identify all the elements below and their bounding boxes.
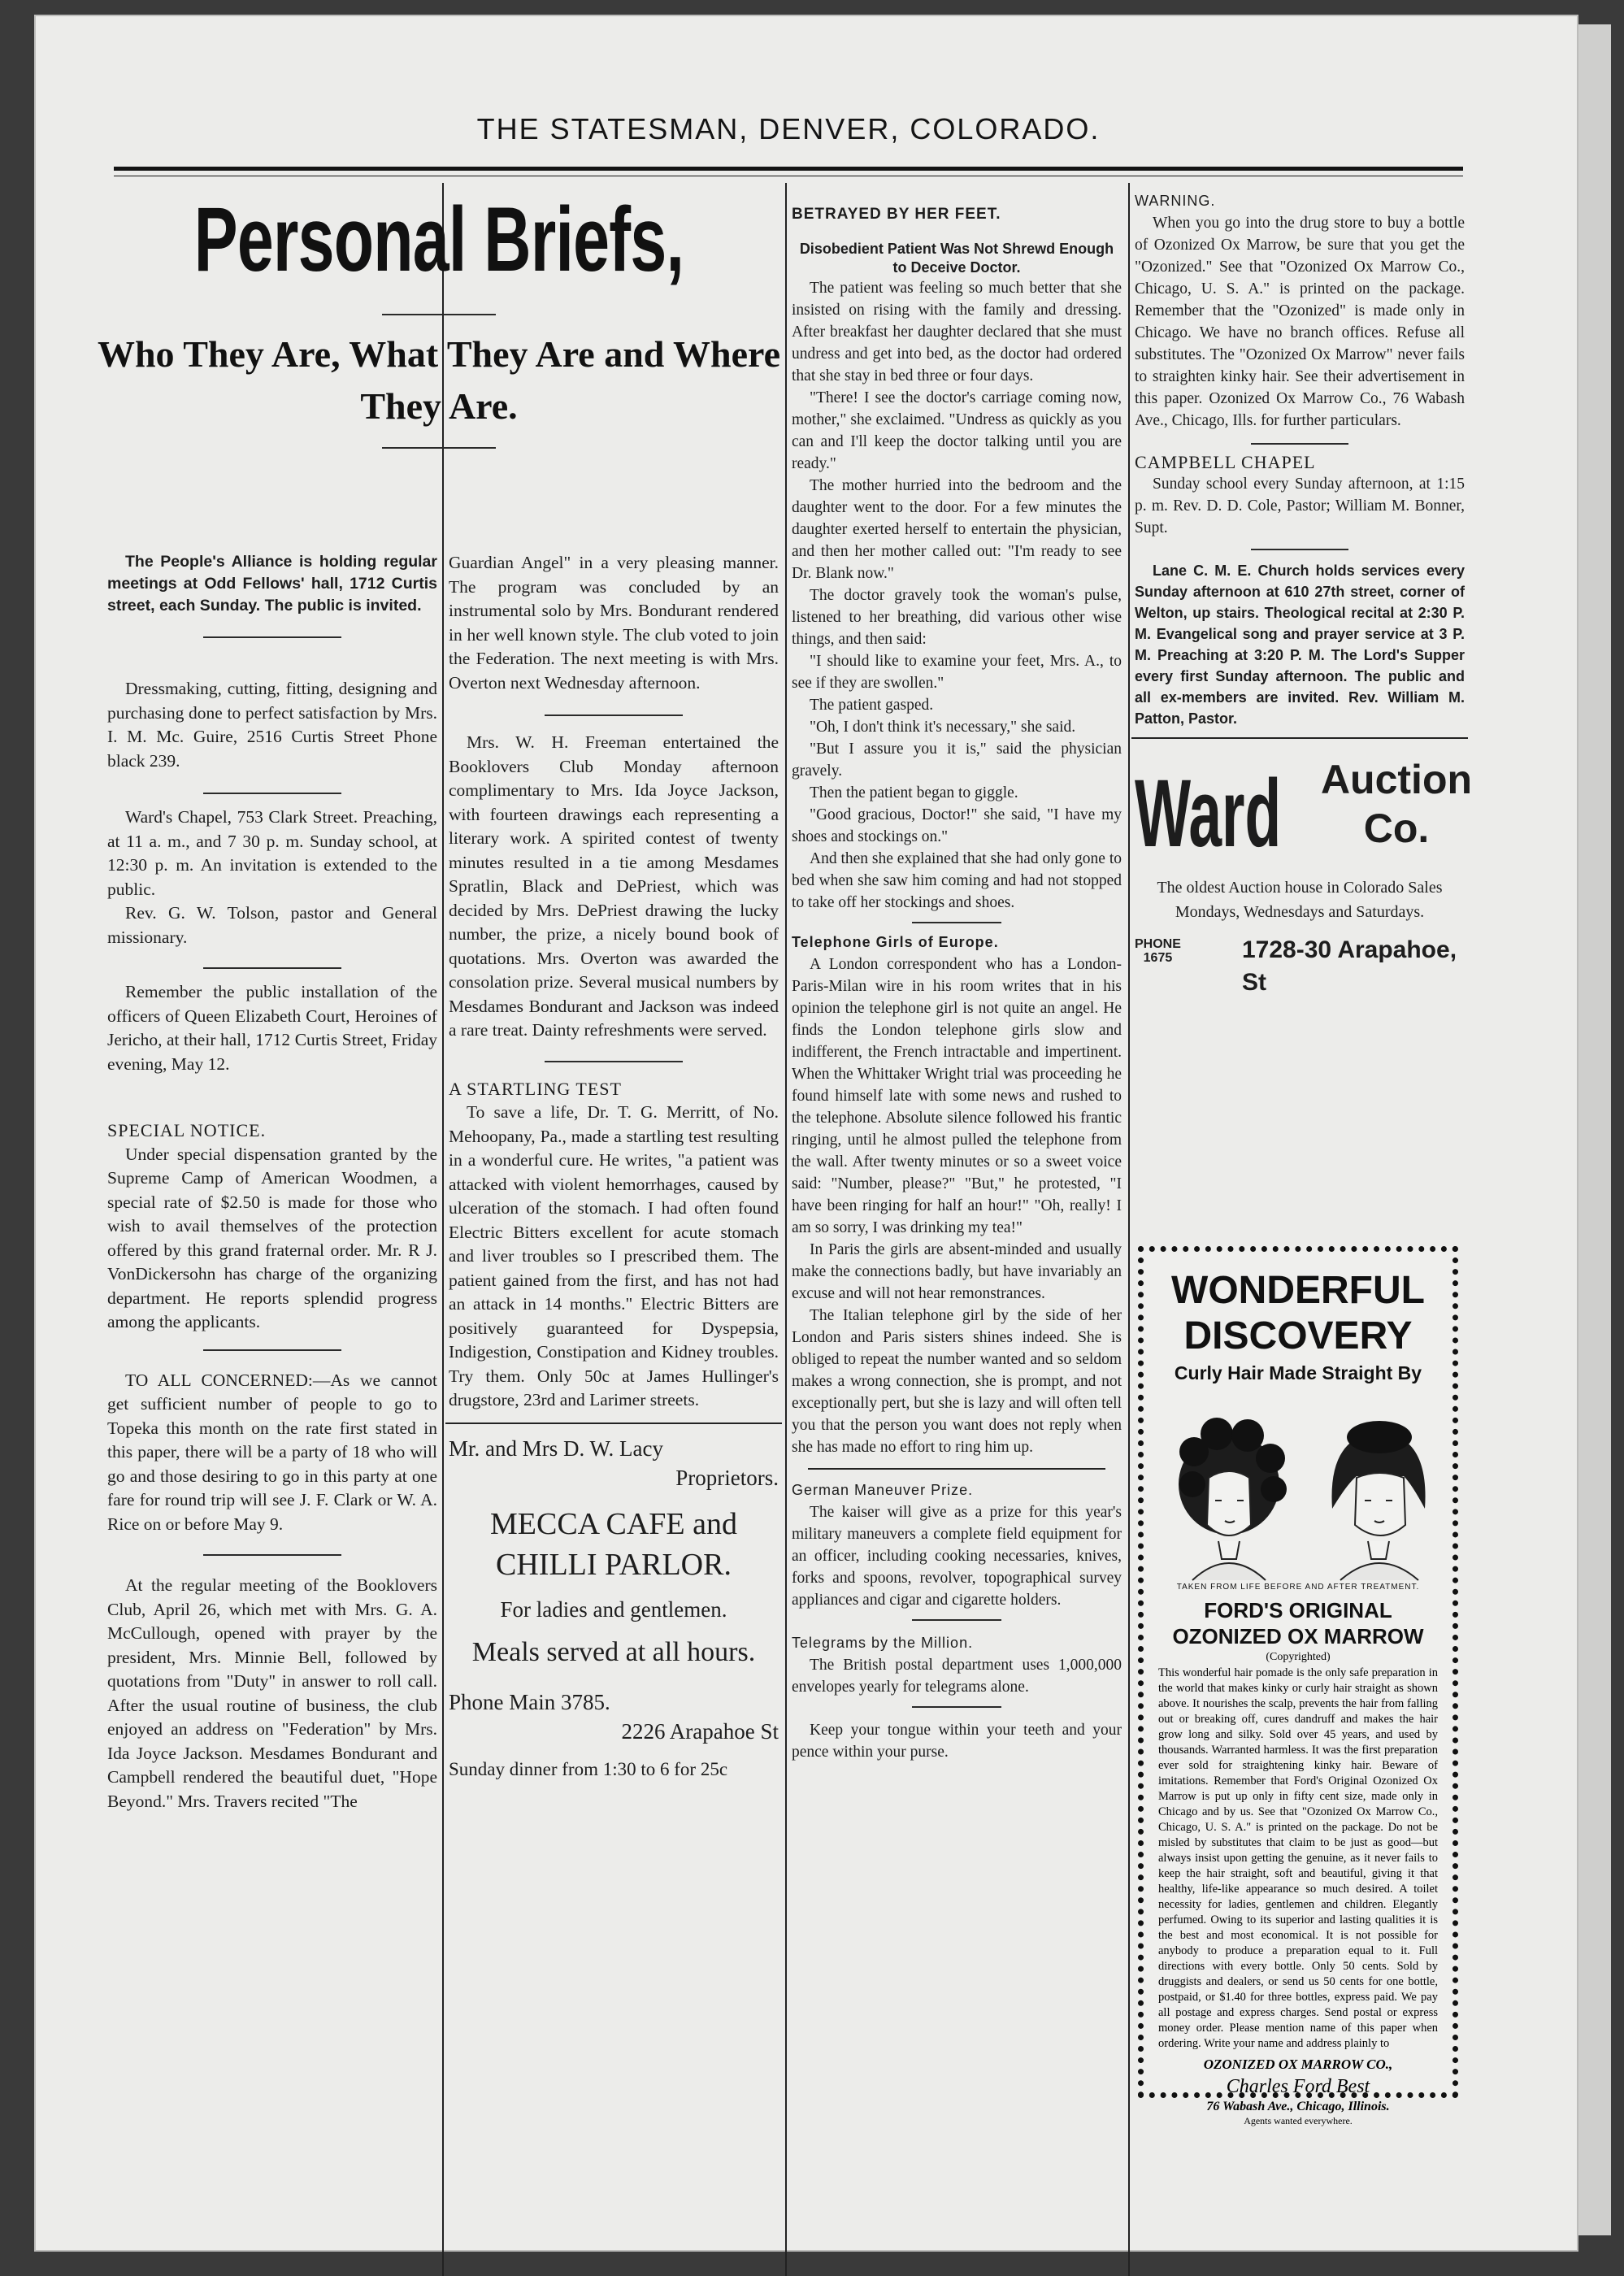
column-2: [449, 551, 779, 1782]
mecca-owners: Mr. and Mrs D. W. Lacy: [449, 1436, 663, 1461]
telephone-p1: A London correspondent who has a London-Paris-Milan wire in his room writes that in his opinion the telephone girl is not quite an angel. He finds the London telephone girls slow and indifferent, the French intractable and impertinent. When the Whittaker Wright trial was proceeding he found himself late with some news and rushed to the telephone. Absolute silence followed his frantic ringing, until he almost pulled the telephone from the wall. After twenty minutes or so a sweet voice said: "Number, please?" "But," he protested, "I have been ringing for half an hour!" "Oh, really! I am so sorry, I was drinking my tea!": [792, 956, 1122, 1236]
ox-title-line2: DISCOVERY: [1183, 1314, 1413, 1357]
campbell-heading: CAMPBELL CHAPEL: [1135, 452, 1316, 472]
ward-phone-number: 1675: [1143, 951, 1173, 965]
alliance-notice: The People's Alliance is holding regular meetings at Odd Fellows' hall, 1712 Curtis street, each Sunday. The public is invited.: [107, 553, 437, 615]
telephone-p3: The Italian telephone girl by the side of her London and Paris sisters shines indeed. She is obliged to repeat the number wanted and so seldom makes a wrong connection, she is prompt, and not exceptionally pert, but she is lazy and will often tell you that the person you want does not reply when she has made no effort to ring him up.: [792, 1307, 1122, 1456]
ox-title-line1: WONDERFUL: [1171, 1269, 1425, 1312]
ox-address: 76 Wabash Ave., Chicago, Illinois.: [1206, 2100, 1390, 2113]
telephone-heading: Telephone Girls of Europe.: [792, 934, 999, 950]
headline-block: [89, 187, 788, 449]
special-notice: Under special dispensation granted by the Supreme Camp of American Woodmen, a special rate of $2.50 is made for those who wish to avail themselves of the protection offered by this grand fraternal order. Mr. R J. VonDickersohn has charge of the organizing department. He reports splendid progress among the applicants.: [107, 1144, 437, 1331]
booklovers-article: At the regular meeting of the Booklovers Club, April 26, which met with Mrs. G. A. McCullough, opened with prayer by the president, Mrs. Minnie Bell, followed by quotations from "Duty" in answer to roll call. After the usual routine of business, the club enjoyed an address on "Federation" by Mrs. Ida Joyce Jackson. Mesdames Bondurant and Campbell rendered the beautiful duet, "Hope Beyond." Mrs. Travers recited "The: [107, 1575, 437, 1811]
masthead-rule: [114, 167, 1463, 171]
mecca-cafe-ad: [449, 1434, 779, 1782]
betrayed-p7: "Oh, I don't think it's necessary," she said.: [810, 719, 1076, 736]
mecca-name: MECCA CAFE and CHILLI PARLOR.: [489, 1506, 738, 1582]
telegrams-heading: Telegrams by the Million.: [792, 1635, 974, 1651]
column-3: [792, 203, 1122, 1763]
telephone-p2: In Paris the girls are absent-minded and usually make the connections badly, but have invariably an excuse and will not hear remonstrances.: [792, 1241, 1122, 1302]
lane-church-notice: Lane C. M. E. Church holds services every Sunday afternoon at 610 27th street, corner of Welton, up stairs. Theological recital at 2:30 P. M. Evangelical song and prayer service at 3 P. M. Preaching at 3:20 P. M. The Lord's Supper every first Sunday afternoon. The public and all ex-members are invited. Rev. William M. Patton, Pastor.: [1135, 562, 1465, 727]
telegrams-article: The British postal department uses 1,000,000 envelopes yearly for telegrams alone.: [792, 1657, 1122, 1696]
ward-phone-label: PHONE: [1135, 937, 1181, 951]
column-rule-2: [785, 183, 787, 2276]
divider: [382, 447, 496, 449]
betrayed-p2: "There! I see the doctor's carriage coming now, mother," she exclaimed. "Undress as quickly as you can and I'll keep the doctor talking until you are ready.": [792, 389, 1122, 472]
column-4: [1135, 190, 1473, 996]
betrayed-subheading: Disobedient Patient Was Not Shrewd Enough to Deceive Doctor.: [799, 241, 1114, 276]
betrayed-p11: And then she explained that she had only gone to bed when she saw him coming and had not stopped to take off her stockings and shoes.: [792, 850, 1122, 911]
mecca-phone: Phone Main 3785.: [449, 1689, 610, 1714]
german-heading: German Maneuver Prize.: [792, 1482, 974, 1498]
special-notice-heading: SPECIAL NOTICE.: [107, 1120, 267, 1140]
page-title: Personal Briefs,: [193, 189, 684, 290]
after-portrait: [1331, 1421, 1425, 1580]
booklovers-article-cont: Guardian Angel" in a very pleasing manner. The program was concluded by an instrumental solo by Mrs. Bondurant rendered in her well known style. The club voted to join the Federation. The next meeting is with Mrs. Overton next Wednesday afternoon.: [449, 553, 779, 693]
ox-signature: Charles Ford Best: [1226, 2076, 1370, 2097]
column-1: [107, 551, 437, 1813]
ox-body-text: This wonderful hair pomade is the only safe preparation in the world that makes kinky or curly hair straight as shown above. It nourishes the scalp, prevents the hair from falling out or breaking off, cures dandruff and makes the hair grow long and silky. Sold over 45 years, and used by thousands. Warranted harmless. It was the first preparation ever sold for straightening kinky hair. Beware of imitations. Remember that Ford's Original Ozonized Ox Marrow is put up only in fifty cent size, made only in Chicago and by us. See that "Ozonized Ox Marrow Co., Chicago, U. S. A." is printed on the package. Do not be misled by substitutes that claim to be just as good—but always insist upon getting the genuine, as it never fails to keep the hair straight, soft and beautiful, giving it that healthy, life-like appearance so much desired. A toilet necessity for ladies, gentlemen and children. Elegantly perfumed. Owing to its superior and lasting qualities it is the best and most economical. It is not possible for anybody to produce a preparation equal to it. Full directions with every bottle. Only 50 cents. Sold by druggists and dealers, or send us 50 cents for one bottle, postpaid, or $1.40 for three bottles, express paid. We pay all postage and express charges. Send postal or express money order. Please mention name of this paper when ordering. Write your name and address plainly to: [1158, 1666, 1438, 2050]
betrayed-p3: The mother hurried into the bedroom and the daughter went to the door. For a few minutes the daughter exerted herself to entertain the physician, and then her mother called out: "I'm ready to see Dr. Blank now.": [792, 477, 1122, 582]
ox-company: OZONIZED OX MARROW CO.,: [1203, 2057, 1393, 2072]
column-rule-3: [1128, 183, 1130, 2276]
freeman-article: Mrs. W. H. Freeman entertained the Booklovers Club Monday afternoon complimentary to Mrs. Ida Joyce Jackson, with fourteen drawings each representing a literary work. A spirited contest of twenty minutes resulted in a tie among Mesdames Spratlin, Black and DePriest, which was decided by Mrs. DePriest drawing the lucky number, the prize, a nicely bound book of quotations. Mrs. Overton was awarded the consolation prize. Several musical numbers by Mesdames Bondurant and Jackson was indeed a rare treat. Dainty refreshments were served.: [449, 732, 779, 1040]
betrayed-p1: The patient was feeling so much better that she insisted on rising with the family and dressing. After breakfast her daughter declared that she must undress and get into bed, as the doctor had ordered that she stay in bed three or four days.: [792, 280, 1122, 384]
mecca-proprietors: Proprietors.: [675, 1465, 779, 1490]
sheet-edge: [1577, 24, 1611, 2235]
startling-test-heading: A STARTLING TEST: [449, 1078, 622, 1099]
warning-heading: WARNING.: [1135, 193, 1216, 209]
betrayed-p6: The patient gasped.: [810, 697, 934, 714]
mecca-meals: Meals served at all hours.: [471, 1636, 756, 1667]
mecca-for: For ladies and gentlemen.: [500, 1596, 727, 1622]
ox-caption: TAKEN FROM LIFE BEFORE AND AFTER TREATMENT.: [1176, 1583, 1420, 1592]
mecca-sunday: Sunday dinner from 1:30 to 6 for 25c: [449, 1758, 728, 1779]
betrayed-heading: BETRAYED BY HER FEET.: [792, 206, 1001, 223]
installation-notice: Remember the public installation of the officers of Queen Elizabeth Court, Heroines of Jericho, at their hall, 1712 Curtis Street, Friday evening, May 12.: [107, 982, 437, 1074]
ox-product-name1: FORD'S ORIGINAL: [1204, 1598, 1392, 1622]
campbell-article: Sunday school every Sunday afternoon, at 1:15 p. m. Rev. D. D. Cole, Pastor; William M. Bonner, Supt.: [1135, 476, 1465, 536]
startling-test-article: To save a life, Dr. T. G. Merritt, of No. Mehoopany, Pa., made a startling test resulting in a wonderful cure. He writes, "a patient was attacked with violent hemorrhages, caused by ulceration of the stomach. I had often found Electric Bitters excellent for acute stomach and liver troubles so I prescribed them. The patient gained from the first, and has not had an attack in 14 months." Electric Bitters are positively guaranteed for Dyspepsia, Indigestion, Constipation and Kidney troubles. Try them. Only 50c at James Hullinger's drugstore, 23rd and Larimer streets.: [449, 1102, 779, 1409]
divider: [382, 314, 496, 315]
before-portrait: [1179, 1418, 1287, 1580]
proverb: Keep your tongue within your teeth and your pence within your purse.: [792, 1722, 1122, 1761]
ox-tagline: Curly Hair Made Straight By: [1174, 1362, 1422, 1383]
wards-chapel-notice: Ward's Chapel, 753 Clark Street. Preaching, at 11 a. m., and 7 30 p. m. Sunday school, at 12:30 p. m. An invitation is extended to the public.: [107, 807, 437, 899]
mecca-address: 2226 Arapahoe St: [621, 1718, 779, 1744]
betrayed-p10: "Good gracious, Doctor!" she said, "I have my shoes and stockings on.": [792, 806, 1122, 845]
ward-auction-label: Auction: [1320, 757, 1473, 802]
concerned-notice: TO ALL CONCERNED:—As we cannot get sufficient number of people to go to Topeka this month on the rate first stated in this paper, there will be a party of 18 who will go and those desiring to go in this party at one fare for round trip will see J. F. Clark or W. A. Rice on or before May 9.: [107, 1370, 437, 1534]
page-subtitle: Who They Are, What They Are and Where They Are.: [97, 333, 781, 427]
ox-copyright: (Copyrighted): [1266, 1651, 1331, 1663]
betrayed-p4: The doctor gravely took the woman's pulse, listened to her breathing, did various other wise things, and then said:: [792, 587, 1122, 648]
dressmaking-notice: Dressmaking, cutting, fitting, designing and purchasing done to perfect satisfaction by Mrs. I. M. Mc. Guire, 2516 Curtis Street Phone black 239.: [107, 679, 437, 771]
masthead: THE STATESMAN, DENVER, COLORADO.: [476, 112, 1101, 146]
warning-article: When you go into the drug store to buy a bottle of Ozonized Ox Marrow, be sure that you get the "Ozonized." See that "Ozonized Ox Marrow Co., Chicago, U. S. A." is printed on the package. Remember that the "Ozonized" is made only in Chicago. We have no branch offices. Refuse all substitutes. The "Ozonized Ox Marrow" never fails to straighten kinky hair. See their advertisement in this paper. Ozonized Ox Marrow Co., 76 Wabash Ave., Chicago, Ills. for further particulars.: [1135, 215, 1465, 429]
before-after-portraits: [1144, 1387, 1452, 1582]
ward-co-label: Co.: [1363, 806, 1430, 851]
ox-before-after-illustration: [1144, 1387, 1452, 1582]
column-rule-1: [442, 183, 444, 2276]
betrayed-p9: Then the patient began to giggle.: [810, 784, 1018, 801]
german-article: The kaiser will give as a prize for this year's military maneuvers a complete field equipment for an officer, including cooking necessaries, knives, forks and spoons, revolver, topographical survey appliances and cigar and cigarette holders.: [792, 1504, 1122, 1609]
ward-description: The oldest Auction house in Colorado Sales Mondays, Wednesdays and Saturdays.: [1157, 879, 1443, 921]
ox-marrow-ad: [1138, 1246, 1458, 2126]
betrayed-p8: "But I assure you it is," said the physician gravely.: [792, 741, 1122, 780]
wards-chapel-pastor: Rev. G. W. Tolson, pastor and General missionary.: [107, 903, 437, 947]
betrayed-p5: "I should like to examine your feet, Mrs. A., to see if they are swollen.": [792, 653, 1122, 692]
ox-agents: Agents wanted everywhere.: [1244, 2115, 1353, 2126]
ward-auction-ad: [1135, 754, 1473, 875]
ward-name: Ward: [1135, 760, 1282, 867]
ward-address: 1728-30 Arapahoe, St: [1242, 936, 1457, 996]
ox-product-name2: OZONIZED OX MARROW: [1172, 1624, 1424, 1648]
